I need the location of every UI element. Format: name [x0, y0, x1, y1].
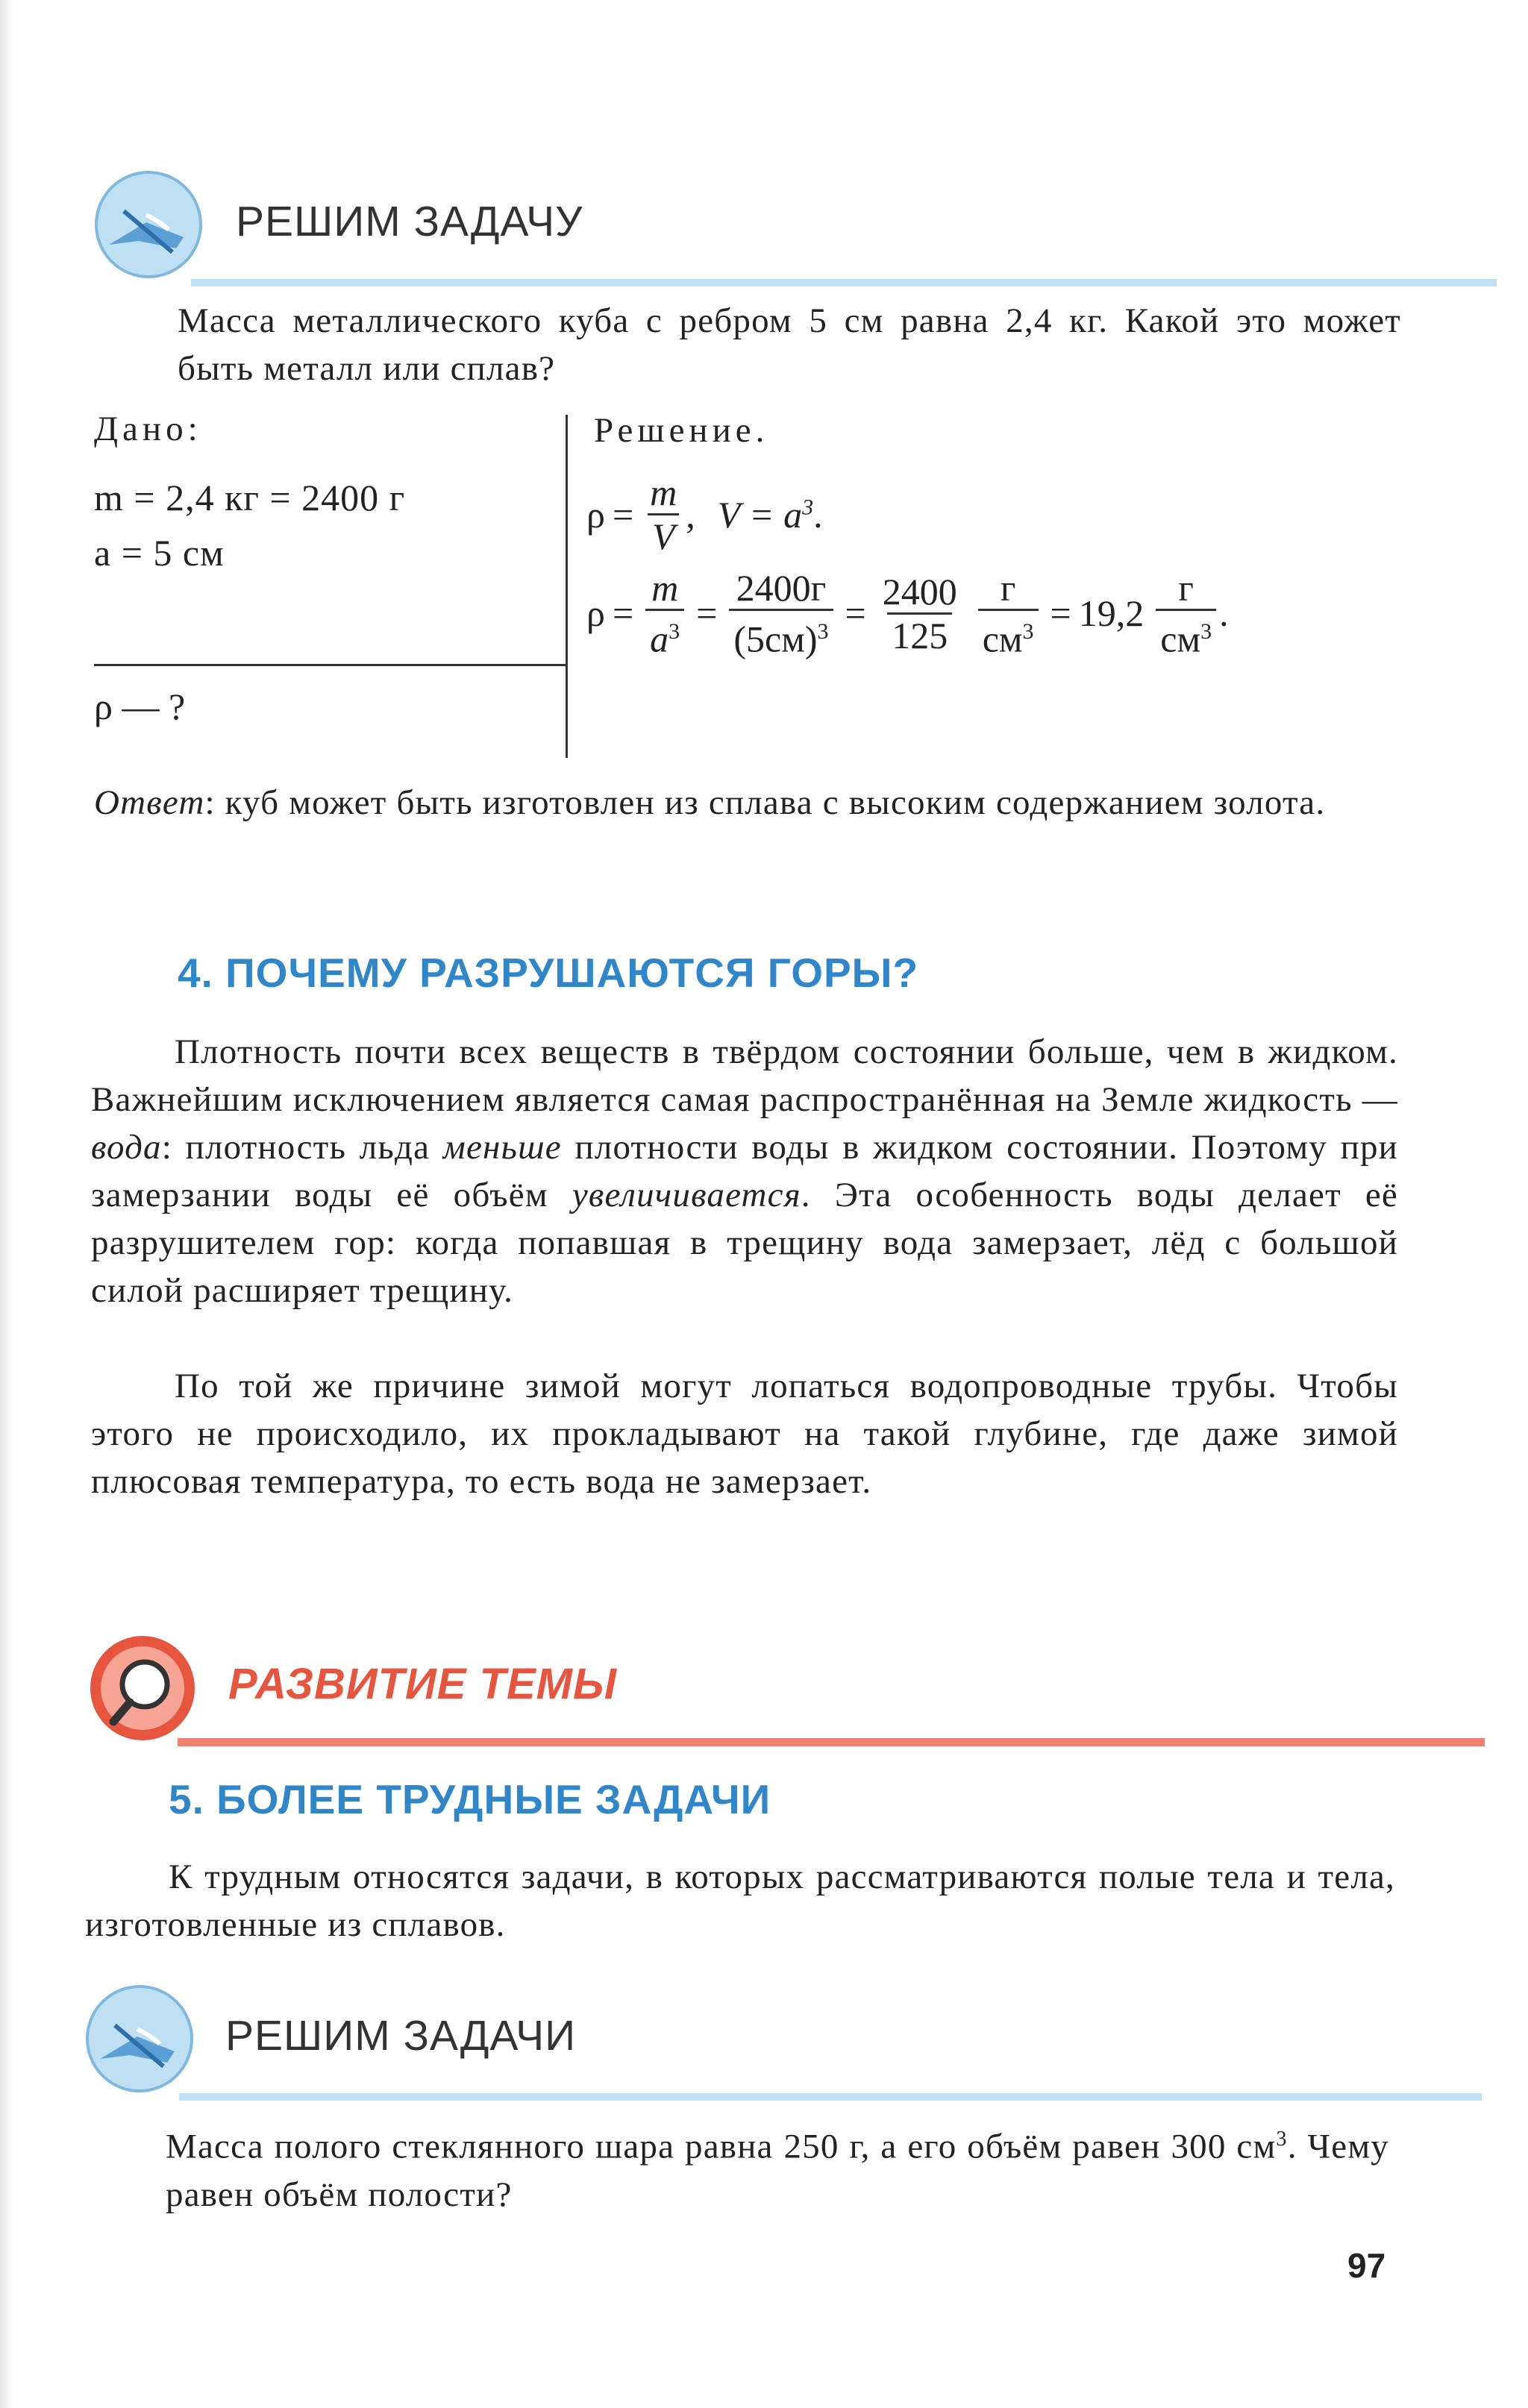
page-number: 97: [1347, 2246, 1386, 2285]
para-text: Плотность почти всех веществ в твёрдом состоянии больше, чем в жидком. Важнейшим исключением является самая распространённая на Земле жидкость —: [91, 1032, 1398, 1119]
para-text: плотности воды в жидком состоянии. Поэтому при замерзании воды её объём: [91, 1128, 1399, 1214]
fraction-g-over-cm3: [978, 567, 1039, 660]
fraction-denominator: [978, 609, 1039, 660]
fraction-numerator: г: [1178, 567, 1194, 609]
rho-symbol: ρ: [586, 493, 605, 536]
block-title: РЕШИМ ЗАДАЧУ: [236, 198, 583, 245]
find-density: ρ — ?: [94, 686, 186, 727]
cube-exponent: 3: [802, 494, 814, 519]
answer-body: : куб может быть изготовлен из сплава с высоким содержанием золота.: [204, 783, 1326, 822]
task-text: . Чему равен объём полости?: [166, 2127, 1389, 2214]
solution-label: Решение.: [594, 411, 769, 450]
emphasis-less: меньше: [442, 1128, 562, 1167]
fraction-denominator: 125: [887, 612, 952, 656]
development-header: [88, 1634, 1401, 1753]
volume-formula-text: V = a: [717, 493, 803, 536]
equals-sign: =: [845, 592, 866, 635]
fraction-g-over-cm3-result: [1156, 567, 1216, 660]
block-rule: [179, 2093, 1482, 2101]
period: .: [813, 493, 823, 536]
para-text: : плотность льда: [161, 1128, 443, 1167]
fraction-denominator: [645, 609, 684, 660]
fraction-2400g-over-5cm3: [729, 567, 833, 660]
given-edge-text: a = 5 см: [94, 532, 225, 574]
fraction-denominator: [1156, 609, 1216, 660]
fraction-numerator: г: [1000, 567, 1016, 609]
fraction-denominator: [729, 609, 833, 660]
answer-text: [94, 779, 1401, 827]
section-4-paragraph-2: По той же причине зимой могут лопаться водопроводные трубы. Чтобы этого не происходило, их прокладывают на такой глубине, где даже зимой плюсовая температура, то есть вода не замерзает.: [91, 1367, 1398, 1501]
section-4-paragraph-1: [91, 1028, 1398, 1314]
fraction-numerator: 2400г: [736, 567, 827, 609]
rho-symbol: ρ: [586, 592, 605, 635]
emphasis-increases: увеличивается: [572, 1176, 801, 1214]
unit-cm: см: [1160, 618, 1201, 660]
pencil-hand-icon: [85, 1984, 194, 2093]
given-mass-text: m = 2,4 кг = 2400 г: [94, 477, 406, 518]
given-divider: [94, 664, 567, 666]
page-edge-shadow: [0, 0, 13, 2408]
given-mass: [94, 476, 405, 519]
equals-sign: =: [696, 592, 718, 635]
task-text-2: [166, 2116, 1389, 2219]
pencil-hand-icon: [94, 170, 203, 279]
period: .: [1219, 592, 1229, 635]
section-5-title: 5. БОЛЕЕ ТРУДНЫЕ ЗАДАЧИ: [169, 1776, 771, 1822]
cube-exponent: 3: [668, 619, 680, 644]
cube-exponent: 3: [1276, 2128, 1288, 2151]
cube-exponent: 3: [1022, 619, 1034, 644]
formula-calculation: [586, 567, 1229, 660]
fraction-numerator: 2400: [882, 570, 957, 612]
unit-cm: см: [982, 618, 1023, 660]
fraction-numerator: m: [651, 567, 679, 609]
fraction-m-over-V: [645, 471, 681, 557]
given-edge: [94, 531, 225, 574]
section-5-paragraph: К трудным относятся задачи, в которых рассматриваются полые тела и тела, изготовленные из сплавов.: [85, 1857, 1395, 1944]
block-title: РЕШИМ ЗАДАЧИ: [225, 2012, 577, 2060]
equals-sign: =: [612, 493, 634, 536]
task-text: Масса полого стеклянного шара равна 250 г, а его объём равен 300 см: [166, 2127, 1277, 2166]
development-rule: [178, 1738, 1485, 1746]
denominator-text: (5см): [733, 618, 818, 660]
para-text: . Эта особенность воды делает её разрушителем гор: когда попавшая в трещину вода замерзает, лёд с большой силой расширяет трещину.: [91, 1176, 1398, 1310]
a-symbol: a: [650, 618, 669, 660]
task-text: Масса металлического куба с ребром 5 см равна 2,4 кг. Какой это может быть металл или сплав?: [178, 301, 1401, 388]
given-label: Дано:: [94, 410, 202, 448]
emphasis-water: вода: [91, 1128, 162, 1167]
block-rule: [191, 279, 1497, 286]
formula-density-volume: [586, 471, 823, 557]
table-divider: [566, 415, 568, 758]
cube-exponent: 3: [817, 619, 829, 644]
comma: ,: [686, 493, 695, 536]
cube-exponent: 3: [1200, 619, 1212, 644]
development-title: РАЗВИТИЕ ТЕМЫ: [228, 1660, 617, 1708]
result-value: 19,2: [1078, 592, 1145, 635]
solve-problem-header: [94, 170, 1407, 289]
fraction-numerator: m: [650, 471, 677, 513]
equals-sign: =: [612, 592, 634, 635]
equals-sign: =: [1050, 592, 1071, 635]
solve-problems-header: [85, 1984, 1398, 2104]
answer-label: Ответ: [94, 783, 205, 822]
fraction-m-over-a3: [645, 567, 684, 660]
fraction-denominator: V: [648, 513, 680, 557]
magnifier-icon: [88, 1634, 197, 1743]
volume-formula: [718, 493, 823, 536]
fraction-2400-over-125: [878, 571, 962, 656]
section-4-title: 4. ПОЧЕМУ РАЗРУШАЮТСЯ ГОРЫ?: [178, 950, 919, 996]
